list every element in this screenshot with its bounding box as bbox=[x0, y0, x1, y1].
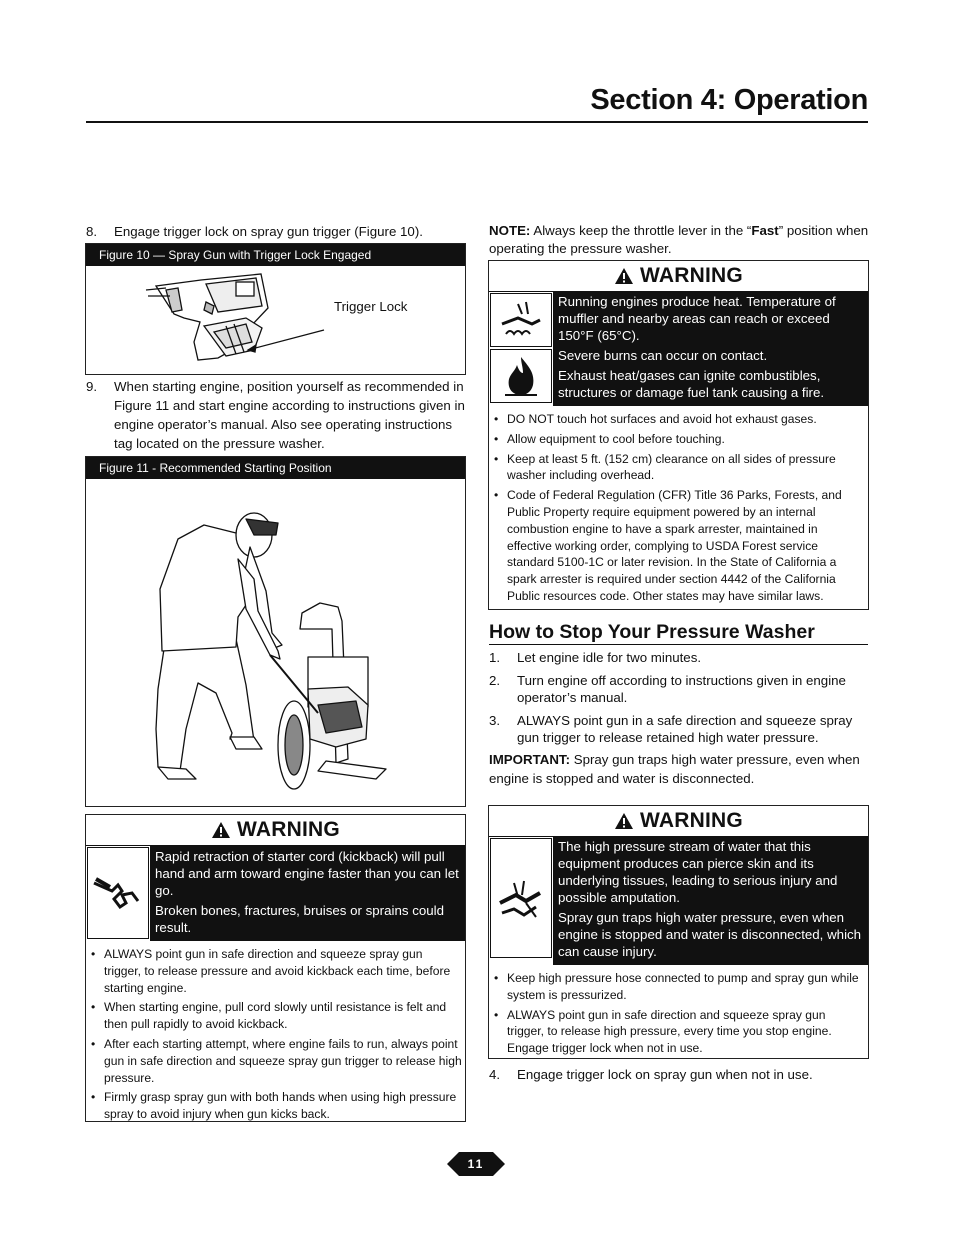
step-text: When starting engine, position yourself as recommended in Figure 11 and start engine according to instructions given in engine operator’s manual. Also see operating instructions tag located on the pressure washer. bbox=[114, 379, 465, 451]
heat-warning bbox=[488, 260, 869, 610]
step-number: 1. bbox=[489, 650, 501, 665]
warning-header bbox=[489, 806, 868, 836]
warning-text: Broken bones, fractures, bruises or sprains could result. bbox=[155, 903, 444, 935]
bullet-item: • Keep high pressure hose connected to pump and spray gun while system is pressurized. bbox=[493, 970, 865, 1004]
warning-text: Spray gun traps high water pressure, even when engine is stopped and water is disconnected, which can cause injury. bbox=[558, 910, 862, 959]
warning-text: Rapid retraction of starter cord (kickback) will pull hand and arm toward engine faster than you can let go. bbox=[155, 849, 459, 898]
step-number: 8. bbox=[86, 224, 98, 239]
step-number: 3. bbox=[489, 712, 501, 728]
bullet-item: • ALWAYS point gun in safe direction and squeeze spray gun trigger, to release pressure and avoid kickback each time, before starting engine. bbox=[90, 946, 462, 996]
figure-caption: Figure 10 — Spray Gun with Trigger Lock Engaged bbox=[86, 244, 465, 266]
bullet-item: • Allow equipment to cool before touching. bbox=[493, 431, 865, 448]
step-8 bbox=[86, 222, 466, 241]
note-text: ” position when operating the pressure washer. bbox=[489, 223, 869, 256]
step-text: Let engine idle for two minutes. bbox=[517, 650, 702, 665]
step-text: ALWAYS point gun in a safe direction and squeeze spray gun trigger to release retained high water pressure. bbox=[517, 712, 853, 745]
warning-message bbox=[553, 292, 868, 406]
warning-message bbox=[150, 846, 465, 941]
step-text: Engage trigger lock on spray gun when not in use. bbox=[517, 1067, 813, 1082]
warning-bullets bbox=[489, 406, 868, 611]
page-number-badge bbox=[447, 1151, 505, 1177]
step-9 bbox=[86, 377, 466, 453]
hot-surface-icon bbox=[490, 293, 552, 347]
important-note bbox=[489, 750, 869, 788]
bullet-item: • Code of Federal Regulation (CFR) Title 36 Parks, Forests, and Public Property require equipment powered by an internal combustion engine to have a spark arrester, maintained in effective working order, complying to USDA Forest service standard 5100-1C or later revision. In the State of California a spark arrester is required under section 4442 of the California Public resources code. Other states may have similar laws. bbox=[493, 487, 865, 605]
trigger-lock-label: Trigger Lock bbox=[334, 299, 408, 314]
stop-step bbox=[489, 712, 869, 747]
bullet-item: • Keep at least 5 ft. (152 cm) clearance on all sides of pressure washer including overhead. bbox=[493, 451, 865, 485]
warning-triangle-icon bbox=[614, 812, 634, 830]
stop-steps bbox=[489, 649, 869, 788]
warning-header bbox=[489, 261, 868, 291]
important-label: IMPORTANT: bbox=[489, 751, 571, 767]
note-bold: Fast bbox=[751, 223, 779, 238]
warning-text: Severe burns can occur on contact. bbox=[558, 348, 768, 363]
bullet-item: • Firmly grasp spray gun with both hands when using high pressure spray to avoid injury when gun kicks back. bbox=[90, 1089, 462, 1123]
step-number: 2. bbox=[489, 672, 501, 688]
step-text: Turn engine off according to instructions given in engine operator’s manual. bbox=[517, 672, 846, 705]
kickback-warning bbox=[85, 814, 466, 1122]
figure-caption: Figure 11 - Recommended Starting Position bbox=[86, 457, 465, 479]
warning-triangle-icon bbox=[614, 267, 634, 285]
title-divider bbox=[86, 121, 868, 123]
warning-bullets bbox=[489, 965, 868, 1063]
page-number: 11 bbox=[467, 1157, 485, 1171]
step-number: 4. bbox=[489, 1067, 501, 1082]
figure-11 bbox=[85, 456, 466, 807]
starting-position-illustration bbox=[86, 479, 465, 806]
warning-label: WARNING bbox=[640, 809, 743, 832]
high-pressure-warning bbox=[488, 805, 869, 1059]
warning-label: WARNING bbox=[237, 818, 340, 841]
skin-injection-icon bbox=[490, 838, 552, 958]
page-title: Section 4: Operation bbox=[590, 84, 868, 116]
stop-step bbox=[489, 649, 869, 667]
warning-text: Running engines produce heat. Temperature of muffler and nearby areas can reach or exceed 150°F (65°C). bbox=[558, 294, 836, 343]
section-heading: How to Stop Your Pressure Washer bbox=[489, 620, 868, 645]
spray-gun-trigger-lock-illustration bbox=[86, 266, 465, 374]
bullet-item: • DO NOT touch hot surfaces and avoid hot exhaust gases. bbox=[493, 411, 865, 428]
kickback-hand-icon bbox=[87, 847, 149, 939]
figure-10 bbox=[85, 243, 466, 375]
note-text: Always keep the throttle lever in the “ bbox=[530, 223, 752, 238]
warning-triangle-icon bbox=[211, 821, 231, 839]
bullet-item: • ALWAYS point gun in safe direction and squeeze spray gun trigger, to release high pressure, every time you stop engine. Engage trigger lock when not in use. bbox=[493, 1007, 865, 1057]
bullet-item: • When starting engine, pull cord slowly until resistance is felt and then pull rapidly to avoid kickback. bbox=[90, 999, 462, 1033]
stop-step bbox=[489, 672, 869, 707]
warning-label: WARNING bbox=[640, 264, 743, 287]
step-4 bbox=[489, 1065, 869, 1084]
throttle-note bbox=[489, 222, 869, 258]
warning-header bbox=[86, 815, 465, 845]
warning-bullets bbox=[86, 941, 465, 1129]
important-text: Spray gun traps high water pressure, even when engine is stopped and water is disconnected. bbox=[489, 751, 860, 786]
warning-text: Exhaust heat/gases can ignite combustibles, structures or damage fuel tank causing a fire. bbox=[558, 368, 825, 400]
warning-message bbox=[553, 837, 868, 965]
step-text: Engage trigger lock on spray gun trigger (Figure 10). bbox=[114, 224, 423, 239]
note-label: NOTE: bbox=[489, 223, 531, 238]
step-number: 9. bbox=[86, 379, 98, 394]
warning-text: The high pressure stream of water that this equipment produces can pierce skin and its underlying tissues, leading to serious injury and possible amputation. bbox=[558, 839, 838, 905]
bullet-item: • After each starting attempt, where engine fails to run, always point gun in safe direction and squeeze spray gun trigger to release high pressure. bbox=[90, 1036, 462, 1086]
fire-icon bbox=[490, 349, 552, 403]
